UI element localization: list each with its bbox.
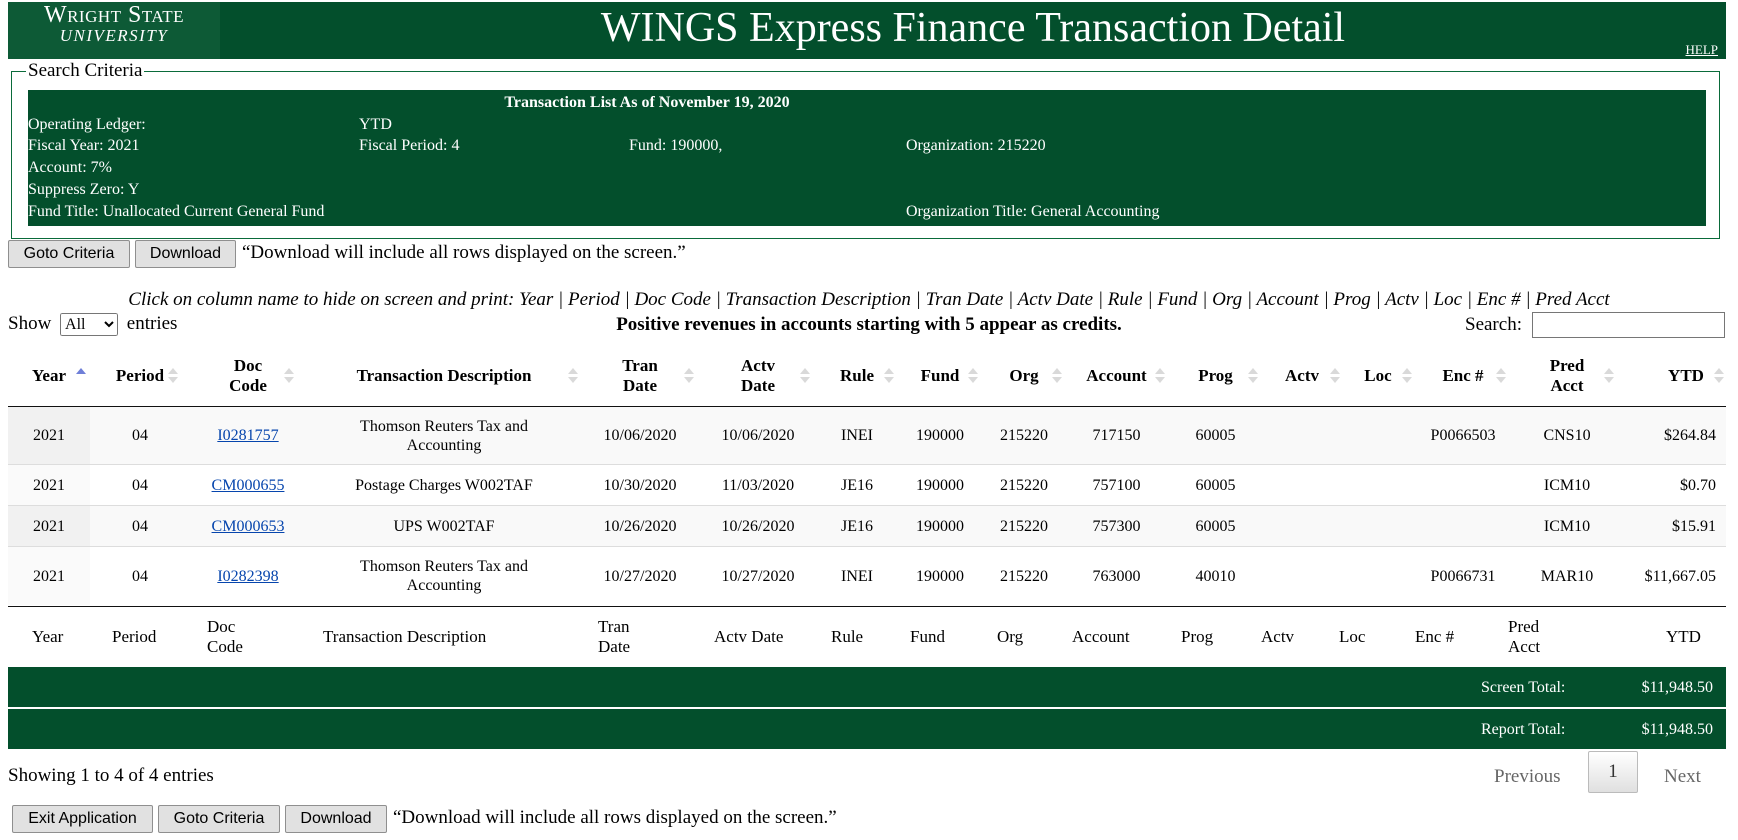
column-header-tran-date[interactable]: Tran Date: [582, 346, 698, 406]
cell-actv: [1262, 506, 1342, 546]
fiscal-period: Fiscal Period: 4: [359, 137, 460, 154]
cell-ytd: $11,667.05: [1644, 567, 1716, 585]
download-note-bottom: “Download will include all rows displayed on the screen.”: [393, 807, 837, 828]
screen-total-value: $11,948.50: [1641, 679, 1713, 696]
cell-prog: 40010: [1195, 567, 1236, 585]
footer-prog: Prog: [1181, 627, 1214, 646]
sort-icon: [284, 368, 294, 384]
cell-fund: 190000: [916, 427, 964, 444]
cell-enc-number: P0066731: [1430, 567, 1496, 585]
table-header: [8, 346, 1726, 407]
cell-loc: [1342, 547, 1414, 605]
sort-icon: [568, 368, 578, 384]
cell-rule: INEI: [841, 567, 873, 585]
cell-period: 04: [132, 427, 148, 444]
footer-transaction-description: Transaction Description: [323, 627, 487, 646]
footer-fund: Fund: [910, 627, 945, 646]
footer-pred-acct: Pred Acct: [1508, 617, 1541, 656]
cell-actv-date: 11/03/2020: [721, 476, 795, 494]
help-link[interactable]: HELP: [1685, 42, 1718, 57]
column-header-ytd[interactable]: YTD: [1622, 346, 1726, 406]
doc-code-link[interactable]: CM000653: [211, 517, 285, 535]
screen-total-bar: [8, 667, 1726, 707]
cell-rule: JE16: [841, 517, 873, 535]
column-header-enc-number[interactable]: Enc #: [1414, 346, 1512, 406]
footer-account: Account: [1072, 627, 1130, 646]
cell-enc-number: [1414, 506, 1512, 546]
cell-enc-number: P0066503: [1430, 427, 1496, 444]
cell-prog: 60005: [1195, 517, 1236, 535]
doc-code-link[interactable]: CM000655: [211, 476, 285, 494]
cell-actv-date: 10/27/2020: [721, 567, 795, 585]
footer-actv: Actv: [1261, 627, 1295, 646]
cell-transaction-description: Thomson Reuters Tax and Accounting: [360, 558, 528, 594]
column-header-year[interactable]: Year: [8, 346, 90, 406]
cell-actv: [1262, 547, 1342, 605]
search-criteria-fieldset: [11, 60, 1720, 239]
operating-ledger-label: Operating Ledger:: [28, 116, 146, 133]
sort-icon: [1330, 368, 1340, 384]
cell-rule: INEI: [841, 427, 873, 444]
footer-period: Period: [112, 627, 157, 646]
sort-icon: [168, 368, 178, 384]
cell-ytd: $15.91: [1672, 517, 1716, 535]
logo-line2: UNIVERSITY: [59, 26, 169, 45]
table-footer-header: [8, 606, 1726, 667]
column-header-pred-acct[interactable]: Pred Acct: [1512, 346, 1622, 406]
cell-fund: 190000: [916, 476, 964, 494]
pagination-page-1[interactable]: 1: [1588, 751, 1638, 793]
cell-transaction-description: Postage Charges W002TAF: [355, 476, 533, 494]
sort-icon: [1402, 368, 1412, 384]
cell-actv-date: 10/06/2020: [721, 427, 795, 444]
ytd-label: YTD: [359, 116, 392, 133]
report-total-value: $11,948.50: [1641, 721, 1713, 738]
fund-title: Fund Title: Unallocated Current General Fund: [28, 203, 325, 220]
show-label: Show: [8, 313, 52, 334]
table-row: [8, 506, 1726, 547]
report-total-label: Report Total:: [1481, 721, 1566, 738]
cell-tran-date: 10/06/2020: [603, 427, 677, 444]
cell-pred-acct: MAR10: [1540, 567, 1594, 585]
cell-period: 04: [132, 517, 148, 535]
cell-fund: 190000: [916, 567, 964, 585]
cell-actv: [1262, 407, 1342, 464]
column-header-fund[interactable]: Fund: [896, 346, 984, 406]
entries-label: entries: [126, 313, 178, 334]
cell-ytd: $264.84: [1664, 427, 1716, 444]
goto-criteria-button[interactable]: Goto Criteria: [8, 240, 130, 268]
cell-org: 215220: [1000, 476, 1048, 494]
cell-prog: 60005: [1195, 427, 1236, 444]
fiscal-year: Fiscal Year: 2021: [28, 137, 140, 154]
cell-period: 04: [132, 567, 148, 585]
cell-actv-date: 10/26/2020: [721, 517, 795, 535]
pagination-next[interactable]: Next: [1664, 766, 1701, 787]
doc-code-link[interactable]: I0281757: [217, 427, 279, 444]
sort-icon: [684, 368, 694, 384]
page-title: WINGS Express Finance Transaction Detail: [600, 5, 1346, 51]
goto-criteria-button-bottom[interactable]: Goto Criteria: [158, 805, 280, 833]
cell-pred-acct: CNS10: [1543, 427, 1591, 444]
cell-doc-code: [190, 465, 306, 505]
cell-doc-code: [190, 407, 306, 464]
column-hide-instructions: Click on column name to hide on screen and print: Year | Period | Doc Code | Transaction Description | Tran Date | Actv Date | Rule | Fund | Org | Account | Prog | Actv | Loc | Enc # | Pred Acct: [128, 289, 1610, 310]
cell-enc-number: [1414, 465, 1512, 505]
cell-year: 2021: [8, 465, 90, 505]
criteria-heading: Transaction List As of November 19, 2020: [504, 94, 790, 111]
doc-code-link[interactable]: I0282398: [217, 567, 279, 585]
cell-loc: [1342, 506, 1414, 546]
cell-account: 757100: [1092, 476, 1141, 494]
column-header-prog[interactable]: Prog: [1169, 346, 1262, 406]
column-header-actv[interactable]: Actv: [1262, 346, 1342, 406]
search-criteria-legend: Search Criteria: [28, 60, 143, 81]
positive-revenue-note: Positive revenues in accounts starting with 5 appear as credits.: [616, 314, 1122, 335]
footer-enc-number: Enc #: [1415, 627, 1455, 646]
cell-transaction-description: Thomson Reuters Tax and Accounting: [360, 417, 528, 454]
table-info: Showing 1 to 4 of 4 entries: [8, 765, 214, 786]
cell-tran-date: 10/26/2020: [603, 517, 677, 535]
footer-doc-code: Doc Code: [207, 617, 243, 656]
cell-transaction-description: UPS W002TAF: [393, 517, 495, 535]
cell-pred-acct: ICM10: [1543, 517, 1591, 535]
cell-tran-date: 10/30/2020: [603, 476, 677, 494]
logo-line1: Wright State: [43, 2, 185, 28]
account: Account: 7%: [28, 159, 112, 176]
search-label: Search:: [1465, 314, 1522, 335]
cell-account: 763000: [1092, 567, 1141, 585]
footer-rule: Rule: [831, 627, 864, 646]
cell-doc-code: [190, 547, 306, 605]
sort-icon: [1155, 368, 1165, 384]
cell-org: 215220: [1000, 517, 1048, 535]
report-total-bar: [8, 709, 1726, 749]
footer-year: Year: [32, 627, 64, 646]
sort-icon: [1248, 368, 1258, 384]
cell-loc: [1342, 407, 1414, 464]
screen-total-label: Screen Total:: [1481, 679, 1566, 696]
exit-application-button[interactable]: Exit Application: [12, 805, 153, 833]
footer-actv-date: Actv Date: [714, 627, 784, 646]
cell-ytd: $0.70: [1680, 476, 1716, 494]
sort-icon: [1496, 368, 1506, 384]
cell-actv: [1262, 465, 1342, 505]
sort-icon: [1714, 368, 1724, 384]
fund: Fund: 190000,: [629, 137, 723, 154]
footer-loc: Loc: [1339, 627, 1366, 646]
cell-period: 04: [132, 476, 148, 494]
cell-year: 2021: [8, 547, 90, 605]
cell-account: 757300: [1092, 517, 1141, 535]
cell-doc-code: [190, 506, 306, 546]
cell-fund: 190000: [916, 517, 964, 535]
cell-year: 2021: [8, 506, 90, 546]
download-button[interactable]: Download: [135, 240, 236, 268]
footer-tran-date: Tran Date: [598, 617, 631, 656]
organization: Organization: 215220: [906, 137, 1046, 154]
footer-org: Org: [997, 627, 1024, 646]
table-row: [8, 547, 1726, 605]
sort-ascending-icon: [76, 368, 86, 384]
column-header-rule[interactable]: Rule: [818, 346, 896, 406]
sort-icon: [1604, 368, 1614, 384]
column-header-org[interactable]: Org: [984, 346, 1064, 406]
column-header-period[interactable]: Period: [90, 346, 190, 406]
column-header-account[interactable]: Account: [1064, 346, 1169, 406]
column-header-transaction-description[interactable]: Transaction Description: [306, 346, 582, 406]
cell-org: 215220: [1000, 427, 1048, 444]
sort-icon: [800, 368, 810, 384]
wright-state-logo: [8, 2, 220, 59]
download-button-bottom[interactable]: Download: [285, 805, 387, 833]
cell-pred-acct: ICM10: [1543, 476, 1591, 494]
footer-ytd: YTD: [1666, 627, 1701, 646]
cell-year: 2021: [8, 407, 90, 464]
cell-tran-date: 10/27/2020: [603, 567, 677, 585]
column-header-doc-code[interactable]: Doc Code: [190, 346, 306, 406]
column-header-loc[interactable]: Loc: [1342, 346, 1414, 406]
sort-icon: [1052, 368, 1062, 384]
table-row: [8, 407, 1726, 465]
search-input[interactable]: [1532, 312, 1725, 338]
download-note: “Download will include all rows displayed on the screen.”: [242, 242, 686, 263]
cell-prog: 60005: [1195, 476, 1236, 494]
app-header: [8, 2, 1726, 59]
sort-icon: [968, 368, 978, 384]
table-row: [8, 465, 1726, 506]
pagination-previous[interactable]: Previous: [1494, 766, 1561, 787]
criteria-summary: [28, 90, 1706, 226]
suppress-zero: Suppress Zero: Y: [28, 181, 140, 198]
organization-title: Organization Title: General Accounting: [906, 203, 1160, 220]
cell-account: 717150: [1092, 427, 1141, 444]
column-header-actv-date[interactable]: Actv Date: [698, 346, 818, 406]
sort-icon: [884, 368, 894, 384]
cell-loc: [1342, 465, 1414, 505]
cell-org: 215220: [1000, 567, 1048, 585]
cell-rule: JE16: [841, 476, 873, 494]
